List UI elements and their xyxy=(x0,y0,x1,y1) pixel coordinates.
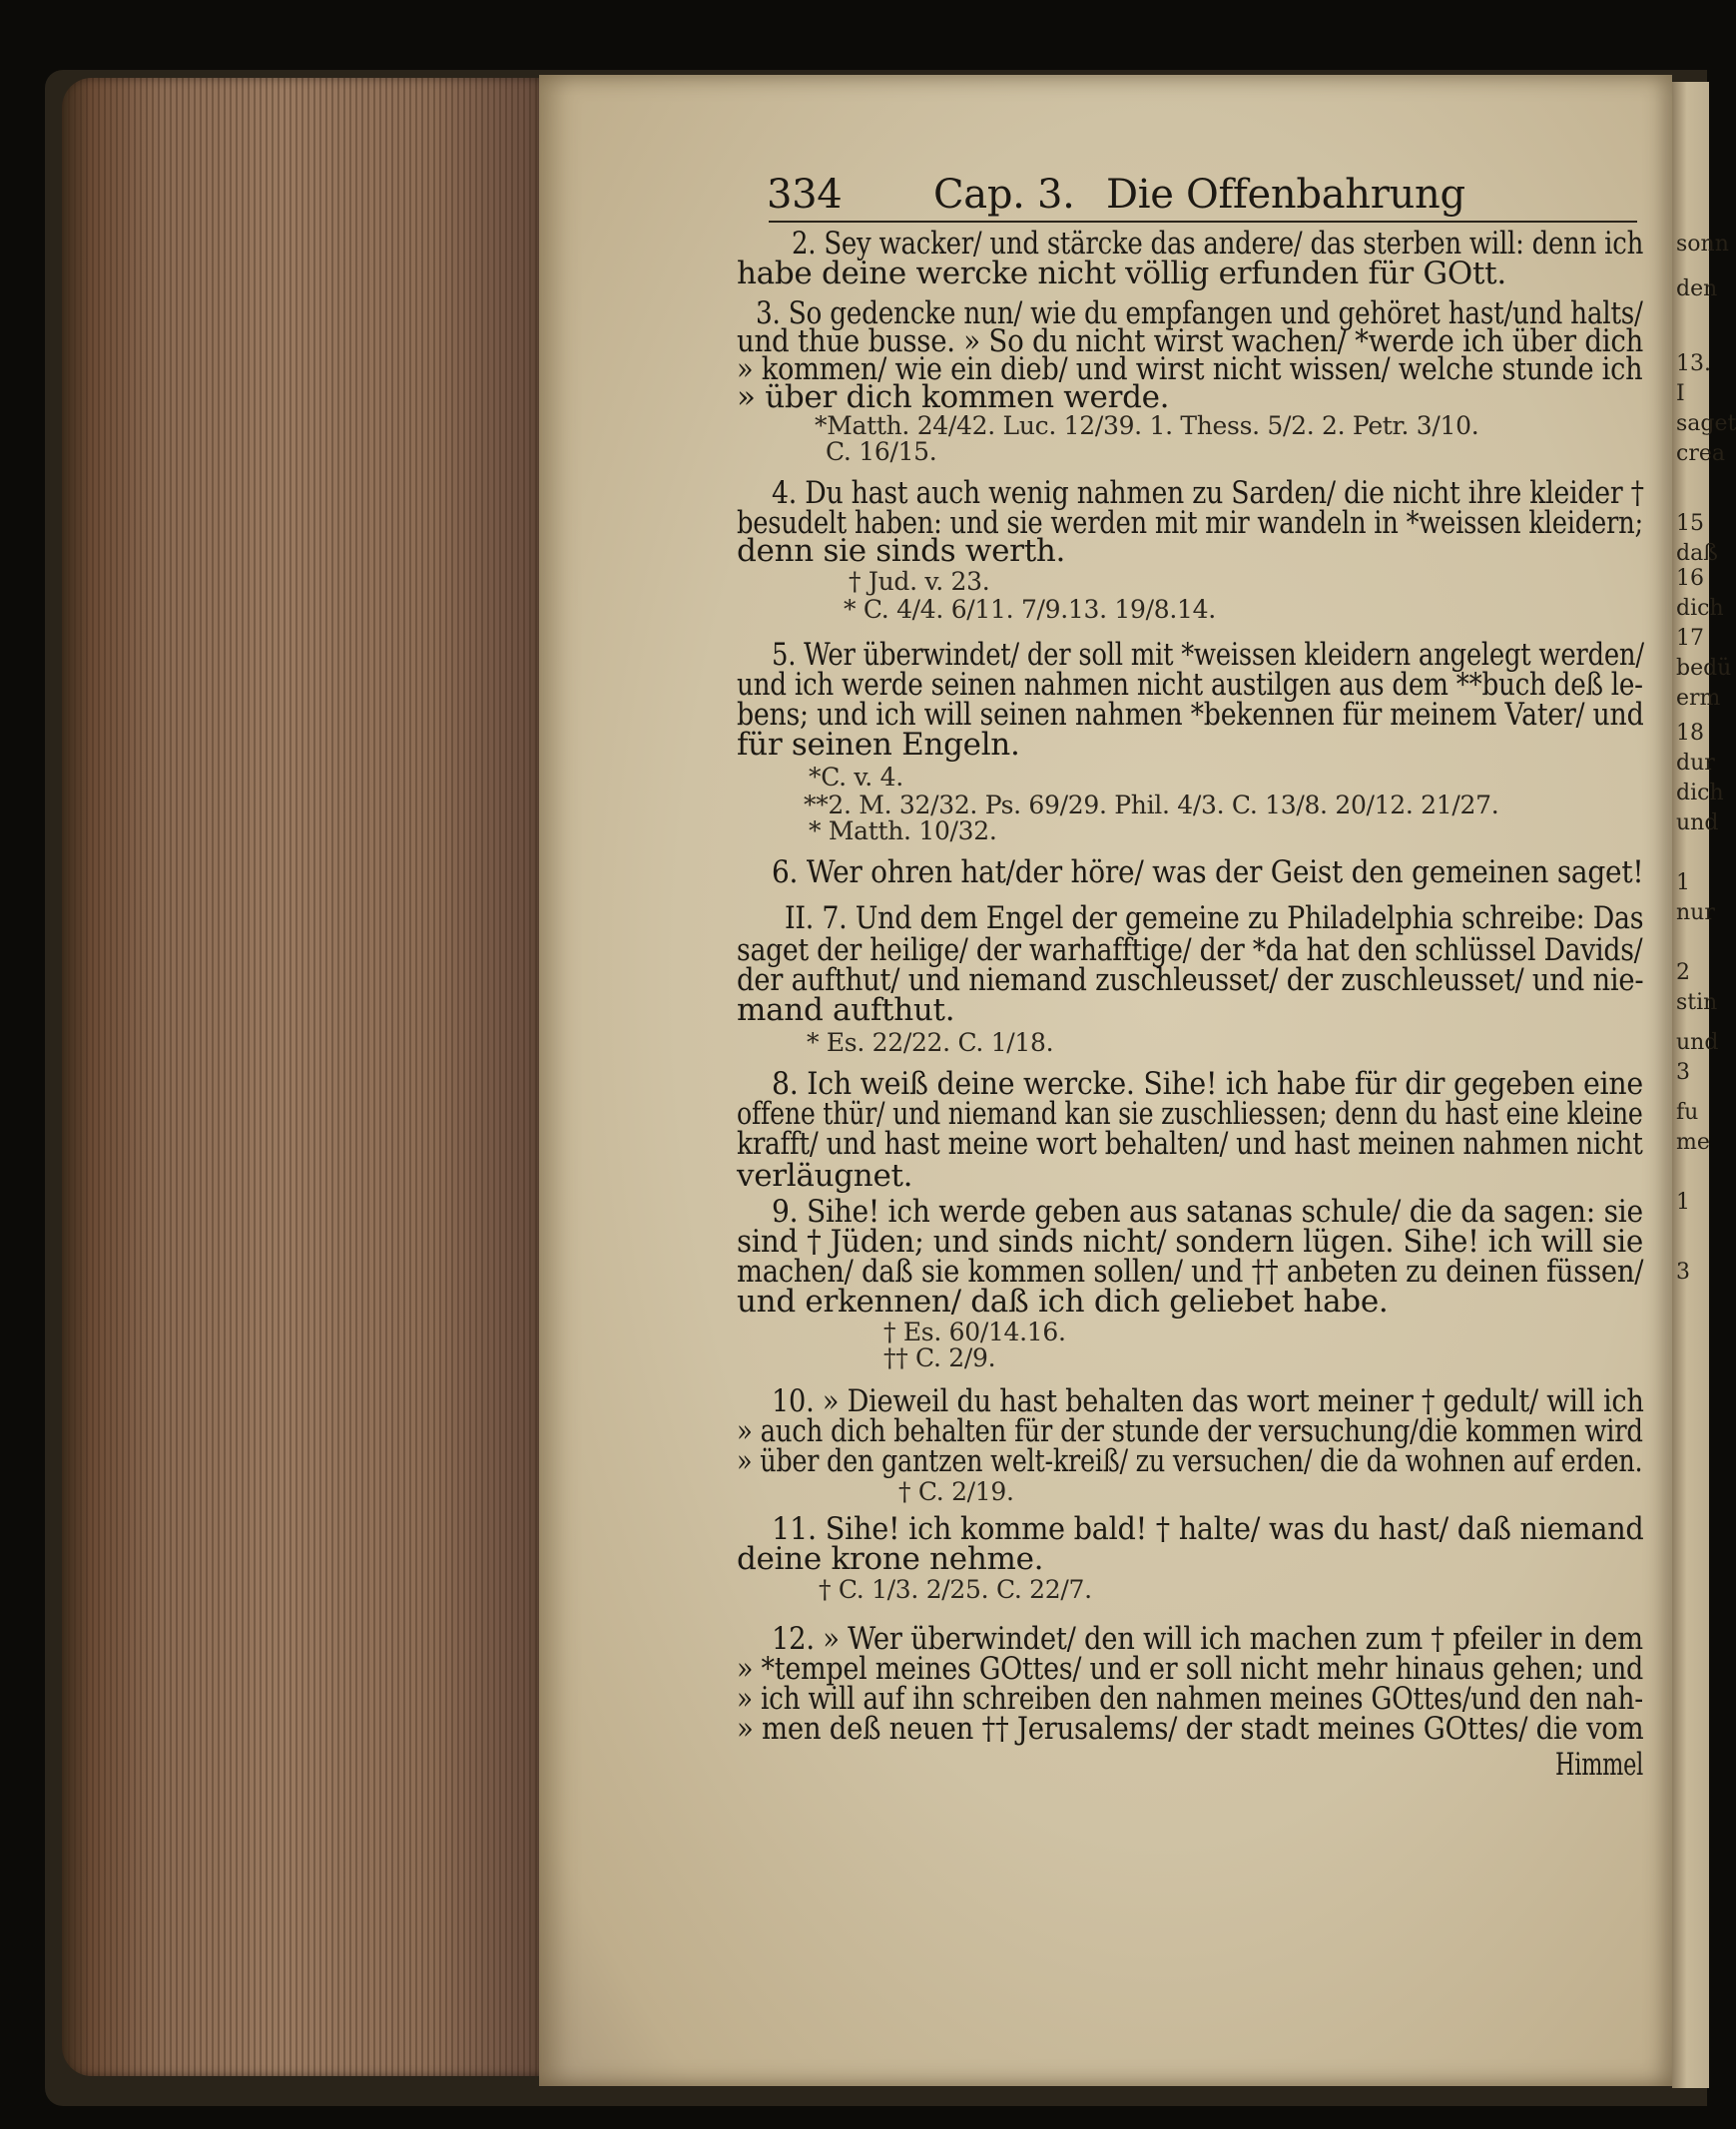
header-rule xyxy=(769,221,1637,223)
next-page-fragment: saget xyxy=(1676,411,1736,436)
next-page-fragment: 1 xyxy=(1676,1190,1690,1215)
next-page-fragment: 18 xyxy=(1676,721,1704,746)
text-line: 6. Wer ohren hat/der höre/ was der Geist den gemeinen saget! xyxy=(772,854,1644,890)
text-line: 3. So gedencke nun/ wie du empfangen und gehöret hast/und halts/ xyxy=(756,295,1643,331)
next-page-fragment: 2 xyxy=(1676,960,1690,985)
text-line: und erkennen/ daß ich dich geliebet habe. xyxy=(737,1284,1389,1320)
next-page-fragment: 15 xyxy=(1676,511,1704,536)
next-page-fragment: crea xyxy=(1676,441,1725,466)
text-line: saget der heilige/ der warhafftige/ der *da hat den schlüssel Davids/ xyxy=(737,932,1643,968)
bible-reference-line: † C. 1/3. 2/25. C. 22/7. xyxy=(819,1575,1092,1604)
book-title: Die Offenbahrung xyxy=(1106,172,1465,218)
next-page-fragment: 17 xyxy=(1676,626,1704,651)
next-page-fragment: dur xyxy=(1676,751,1715,776)
bible-reference-line: * Es. 22/22. C. 1/18. xyxy=(807,1028,1054,1057)
text-line: krafft/ und hast meine wort behalten/ und hast meinen nahmen nicht xyxy=(737,1126,1643,1162)
bible-reference-line: †† C. 2/9. xyxy=(883,1343,996,1372)
next-page-fragment: bedü xyxy=(1676,656,1732,681)
text-line: 12. » Wer überwindet/ den will ich machen zum † pfeiler in dem xyxy=(772,1621,1643,1657)
next-page-fragment: 3 xyxy=(1676,1060,1690,1085)
bible-reference-line: † C. 2/19. xyxy=(898,1477,1014,1506)
next-page-fragment: 13. xyxy=(1676,351,1711,376)
next-page-fragment: me xyxy=(1676,1130,1710,1155)
bible-reference-line: C. 16/15. xyxy=(826,437,937,466)
text-line: offene thür/ und niemand kan sie zuschliessen; denn du hast eine kleine xyxy=(737,1096,1643,1132)
text-line: für seinen Engeln. xyxy=(737,727,1020,763)
text-line: » über dich kommen werde. xyxy=(737,379,1170,415)
next-page-fragment: erm xyxy=(1676,686,1721,711)
bible-reference-line: *C. v. 4. xyxy=(809,763,903,792)
page-number: 334 xyxy=(767,172,843,218)
next-page-fragment: daß xyxy=(1676,541,1718,566)
text-line: sind † Jüden; und sinds nicht/ sondern lügen. Sihe! ich will sie xyxy=(737,1224,1643,1260)
text-line: 8. Ich weiß deine wercke. Sihe! ich habe für dir gegeben eine xyxy=(772,1066,1643,1102)
text-line: habe deine wercke nicht völlig erfunden für GOtt. xyxy=(737,256,1506,291)
bible-reference-line: * Matth. 10/32. xyxy=(809,816,997,845)
text-line: II. 7. Und dem Engel der gemeine zu Philadelphia schreibe: Das xyxy=(785,900,1644,936)
next-page-fragment: dich xyxy=(1676,781,1724,805)
next-page-fragment: 3 xyxy=(1676,1260,1690,1285)
next-page-fragment: stin xyxy=(1676,990,1718,1015)
text-line: machen/ daß sie kommen sollen/ und †† anbeten zu deinen füssen/ xyxy=(737,1254,1644,1290)
text-line: » *tempel meines GOttes/ und er soll nicht mehr hinaus gehen; und xyxy=(737,1651,1644,1687)
chapter-heading: Cap. 3. xyxy=(933,172,1075,218)
text-line: » über den gantzen welt-kreiß/ zu versuchen/ die da wohnen auf erden. xyxy=(737,1443,1643,1479)
next-page-fragment: und xyxy=(1676,810,1719,835)
next-page-fragment: nur xyxy=(1676,900,1715,925)
text-line: 9. Sihe! ich werde geben aus satanas schule/ die da sagen: sie xyxy=(772,1194,1643,1230)
text-line: » kommen/ wie ein dieb/ und wirst nicht wissen/ welche stunde ich xyxy=(737,351,1643,387)
next-page-fragment: dich xyxy=(1676,596,1724,621)
next-page-fragment: sonn xyxy=(1676,232,1729,257)
text-line: 5. Wer überwindet/ der soll mit *weissen kleidern angelegt werden/ xyxy=(772,637,1644,673)
text-line: Himmel xyxy=(1555,1747,1644,1783)
bible-reference-line: **2. M. 32/32. Ps. 69/29. Phil. 4/3. C. 13/8. 20/12. 21/27. xyxy=(804,791,1499,819)
text-line: und ich werde seinen nahmen nicht austilgen aus dem **buch deß le- xyxy=(737,667,1643,703)
next-page-fragment: den xyxy=(1676,276,1718,301)
bible-reference-line: † Es. 60/14.16. xyxy=(883,1318,1066,1346)
text-line: » men deß neuen †† Jerusalems/ der stadt meines GOttes/ die vom xyxy=(737,1711,1644,1747)
text-line: deine krone nehme. xyxy=(737,1541,1044,1577)
text-line: » auch dich behalten für der stunde der versuchung/die kommen wird xyxy=(737,1413,1643,1449)
text-line: mand aufthut. xyxy=(737,992,955,1028)
text-line: 2. Sey wacker/ und stärcke das andere/ das sterben will: denn ich xyxy=(792,226,1644,262)
next-page-fragment: und xyxy=(1676,1030,1719,1055)
text-line: und thue busse. » So du nicht wirst wachen/ *werde ich über dich xyxy=(737,323,1644,359)
bible-reference-line: *Matth. 24/42. Luc. 12/39. 1. Thess. 5/2. 2. Petr. 3/10. xyxy=(815,411,1479,440)
text-line: » ich will auf ihn schreiben den nahmen meines GOttes/und den nah- xyxy=(737,1681,1643,1717)
text-line: 11. Sihe! ich komme bald! † halte/ was du hast/ daß niemand xyxy=(772,1511,1644,1547)
text-line: denn sie sinds werth. xyxy=(737,533,1066,569)
text-line: besudelt haben: und sie werden mit mir wandeln in *weissen kleidern; xyxy=(737,505,1643,541)
bible-reference-line: * C. 4/4. 6/11. 7/9.13. 19/8.14. xyxy=(844,595,1216,624)
next-page-fragment: I xyxy=(1676,381,1685,406)
text-line: der aufthut/ und niemand zuschleusset/ der zuschleusset/ und nie- xyxy=(737,962,1644,998)
text-line: 10. » Dieweil du hast behalten das wort meiner † gedult/ will ich xyxy=(772,1383,1644,1419)
text-line: 4. Du hast auch wenig nahmen zu Sarden/ die nicht ihre kleider † xyxy=(772,475,1644,511)
text-line: bens; und ich will seinen nahmen *bekennen für meinem Vater/ und xyxy=(737,697,1644,733)
next-page-fragment: 16 xyxy=(1676,566,1704,591)
next-page-fragment: 1 xyxy=(1676,870,1690,895)
bible-reference-line: † Jud. v. 23. xyxy=(849,567,990,596)
text-line: verläugnet. xyxy=(737,1158,913,1194)
next-page-fragment: fu xyxy=(1676,1100,1699,1125)
